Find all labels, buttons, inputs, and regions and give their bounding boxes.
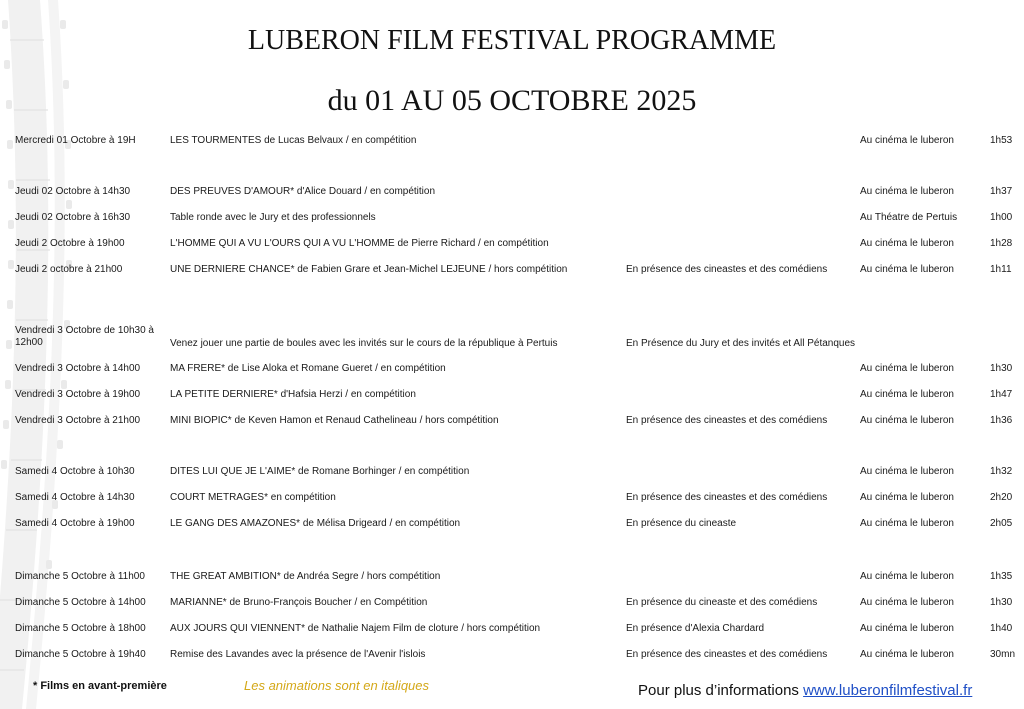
row-date: Dimanche 5 Octobre à 11h00	[15, 571, 145, 582]
row-date: Samedi 4 Octobre à 14h30	[15, 492, 135, 503]
row-date: Vendredi 3 Octobre à 14h00	[15, 363, 141, 374]
table-row	[0, 389, 1024, 413]
row-date: Jeudi 02 Octobre à 16h30	[15, 212, 131, 223]
row-venue: Au cinéma le luberon	[860, 363, 954, 374]
animations-note: Les animations sont en italiques	[244, 678, 430, 693]
page-subtitle: du 01 AU 05 OCTOBRE 2025	[327, 84, 697, 117]
festival-website-link[interactable]: www.luberonfilmfestival.fr	[803, 682, 973, 699]
row-date: Vendredi 3 Octobre à 19h00	[15, 389, 141, 400]
premiere-note: * Films en avant-première	[33, 680, 167, 692]
row-duration: 1h32	[990, 466, 1013, 477]
row-film: L'HOMME QUI A VU L'OURS QUI A VU L'HOMME de Pierre Richard / en compétition	[170, 238, 549, 249]
row-date: Dimanche 5 Octobre à 19h40	[15, 649, 146, 660]
table-row	[0, 415, 1024, 439]
table-row	[0, 186, 1024, 210]
table-row	[0, 363, 1024, 387]
row-venue: Au cinéma le luberon	[860, 649, 954, 660]
table-row	[0, 649, 1024, 673]
row-duration: 1h30	[990, 597, 1013, 608]
row-date: Dimanche 5 Octobre à 18h00	[15, 623, 146, 634]
row-venue: Au cinéma le luberon	[860, 518, 954, 529]
row-duration: 1h37	[990, 186, 1013, 197]
row-duration: 1h36	[990, 415, 1013, 426]
table-row	[0, 325, 1024, 349]
row-presence: En présence d'Alexia Chardard	[626, 623, 765, 634]
row-date: Jeudi 02 Octobre à 14h30	[15, 186, 131, 197]
row-duration: 30mn	[990, 649, 1016, 660]
row-duration: 1h40	[990, 623, 1013, 634]
row-venue: Au cinéma le luberon	[860, 466, 954, 477]
page-title: LUBERON FILM FESTIVAL PROGRAMME	[247, 25, 777, 56]
row-duration: 1h47	[990, 389, 1013, 400]
row-presence: En présence des cineastes et des comédiens	[626, 264, 828, 275]
row-film: MA FRERE* de Lise Aloka et Romane Gueret / en compétition	[170, 363, 446, 374]
info-text: Pour plus d’informations	[638, 682, 799, 699]
row-film: LE GANG DES AMAZONES* de Mélisa Drigeard / en compétition	[170, 518, 461, 529]
row-film: Table ronde avec le Jury et des professionnels	[170, 212, 376, 223]
row-presence: En présence des cineastes et des comédiens	[626, 492, 828, 503]
row-venue: Au cinéma le luberon	[860, 264, 954, 275]
row-film: DITES LUI QUE JE L'AIME* de Romane Borhinger / en compétition	[170, 466, 470, 477]
row-film: MINI BIOPIC* de Keven Hamon et Renaud Cathelineau / hors compétition	[170, 415, 499, 426]
row-date: Samedi 4 Octobre à 19h00	[15, 518, 135, 529]
row-film: MARIANNE* de Bruno-François Boucher / en Compétition	[170, 597, 428, 608]
table-row	[0, 466, 1024, 490]
row-date: Dimanche 5 Octobre à 14h00	[15, 597, 146, 608]
table-row	[0, 212, 1024, 236]
row-film: AUX JOURS QUI VIENNENT* de Nathalie Najem Film de cloture / hors compétition	[170, 623, 541, 634]
row-duration: 2h05	[990, 518, 1013, 529]
row-film: UNE DERNIERE CHANCE* de Fabien Grare et Jean-Michel LEJEUNE / hors compétition	[170, 264, 568, 275]
row-venue: Au cinéma le luberon	[860, 571, 954, 582]
table-row	[0, 518, 1024, 542]
row-duration: 1h53	[990, 135, 1013, 146]
row-date: Samedi 4 Octobre à 10h30	[15, 466, 135, 477]
row-date: Vendredi 3 Octobre à 21h00	[15, 415, 141, 426]
row-venue: Au cinéma le luberon	[860, 238, 954, 249]
row-venue: Au cinéma le luberon	[860, 389, 954, 400]
table-row	[0, 492, 1024, 516]
row-duration: 1h28	[990, 238, 1013, 249]
row-film: COURT METRAGES* en compétition	[170, 492, 336, 503]
row-presence: En présence des cineastes et des comédiens	[626, 415, 828, 426]
row-film: DES PREUVES D'AMOUR* d'Alice Douard / en compétition	[170, 186, 436, 197]
row-venue: Au cinéma le luberon	[860, 186, 954, 197]
row-presence: En Présence du Jury et des invités et All Pétanques	[626, 338, 856, 349]
row-date: Jeudi 2 Octobre à 19h00	[15, 238, 125, 249]
row-film: Remise des Lavandes avec la présence de l'Avenir l'islois	[170, 649, 426, 660]
table-row	[0, 597, 1024, 621]
table-row	[0, 571, 1024, 595]
row-duration: 1h35	[990, 571, 1013, 582]
row-venue: Au cinéma le luberon	[860, 492, 954, 503]
table-row	[0, 264, 1024, 288]
row-duration: 2h20	[990, 492, 1013, 503]
info-line	[638, 682, 972, 699]
row-film: Venez jouer une partie de boules avec les invités sur le cours de la république à Pertuis	[170, 338, 558, 349]
row-venue: Au Théatre de Pertuis	[860, 212, 958, 223]
row-venue: Au cinéma le luberon	[860, 415, 954, 426]
row-film: LA PETITE DERNIERE* d'Hafsia Herzi / en compétition	[170, 389, 416, 400]
row-presence: En présence des cineastes et des comédiens	[626, 649, 828, 660]
row-film: LES TOURMENTES de Lucas Belvaux / en compétition	[170, 135, 417, 146]
row-date: Mercredi 01 Octobre à 19H	[15, 135, 136, 146]
row-venue: Au cinéma le luberon	[860, 623, 954, 634]
row-date: Vendredi 3 Octobre de 10h30 à 12h00	[15, 325, 154, 348]
row-duration: 1h11	[990, 264, 1012, 275]
row-duration: 1h00	[990, 212, 1013, 223]
row-presence: En présence du cineaste	[626, 518, 737, 529]
row-venue: Au cinéma le luberon	[860, 597, 954, 608]
row-film: THE GREAT AMBITION* de Andréa Segre / hors compétition	[170, 571, 441, 582]
table-row	[0, 135, 1024, 159]
table-row	[0, 238, 1024, 262]
row-duration: 1h30	[990, 363, 1013, 374]
row-presence: En présence du cineaste et des comédiens	[626, 597, 818, 608]
row-date: Jeudi 2 octobre à 21h00	[15, 264, 123, 275]
table-row	[0, 623, 1024, 647]
row-venue: Au cinéma le luberon	[860, 135, 954, 146]
